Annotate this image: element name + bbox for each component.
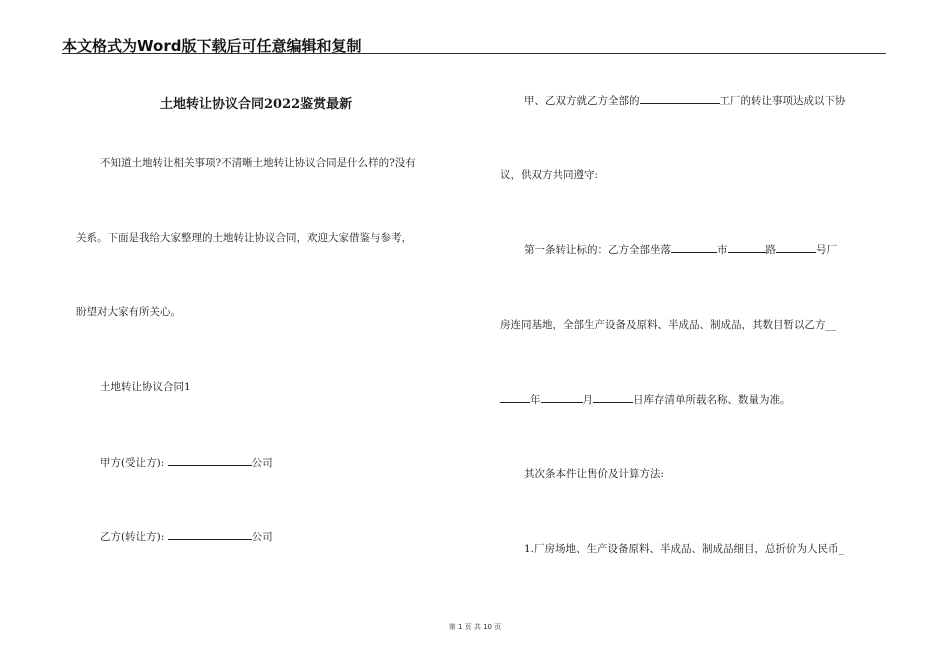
year-blank <box>500 392 530 403</box>
art1-text-d: 号厂 <box>816 244 837 256</box>
art1-text-g: 月 <box>582 394 593 406</box>
party-b-suffix: 公司 <box>251 531 273 543</box>
party-a-line <box>100 455 273 470</box>
city-blank <box>671 242 717 253</box>
art1-text-c: 路 <box>765 244 776 256</box>
road-blank <box>728 242 766 253</box>
contract-heading: 土地转让协议合同1 <box>100 381 191 393</box>
art1-text-b: 市 <box>717 244 728 256</box>
art1-text-f: 年 <box>530 394 541 406</box>
article-1-line-2: 房连同基地，全部生产设备及原料、半成品、制成品，其数目暂以乙方__ <box>500 319 836 331</box>
month-blank <box>541 392 583 403</box>
intro-line-2: 关系。下面是我给大家整理的土地转让协议合同，欢迎大家借鉴与参考， <box>76 232 412 244</box>
document-title: 土地转让协议合同2022鉴赏最新 <box>160 97 353 112</box>
article-2-heading: 其次条本件让售价及计算方法: <box>524 468 665 480</box>
page-number: 第 1 页 共 10 页 <box>448 623 502 631</box>
factory-blank <box>640 93 720 104</box>
party-b-label: 乙方(转让方): <box>100 531 165 543</box>
art1-text-a: 第一条转让标的：乙方全部坐落 <box>524 244 671 256</box>
p1-text-a: 甲、乙双方就乙方全部的 <box>524 95 640 107</box>
p1-text-b: 工厂的转让事项达成以下协 <box>719 95 846 107</box>
article-2-item-1: 1.厂房场地、生产设备原料、半成品、制成品细目，总折价为人民币_ <box>524 543 844 555</box>
intro-line-3: 盼望对大家有所关心。 <box>76 306 181 318</box>
header-divider <box>62 53 886 54</box>
art1-text-h: 日库存清单所载名称、数量为准。 <box>633 394 791 406</box>
party-a-suffix: 公司 <box>251 457 273 469</box>
header-title: 本文格式为Word版下载后可任意编辑和复制 <box>62 37 362 55</box>
article-1-line-3 <box>500 392 791 407</box>
paragraph-1-line-1 <box>524 93 846 108</box>
paragraph-1-line-2: 议，供双方共同遵守: <box>500 169 599 181</box>
party-b-line <box>100 529 273 544</box>
article-1-line-1 <box>524 242 837 257</box>
party-b-blank <box>168 529 252 540</box>
party-a-blank <box>168 455 252 466</box>
party-a-label: 甲方(受让方): <box>100 457 165 469</box>
number-blank <box>776 242 816 253</box>
day-blank <box>593 392 633 403</box>
intro-line-1: 不知道土地转让相关事项?不清晰土地转让协议合同是什么样的?没有 <box>100 157 416 169</box>
